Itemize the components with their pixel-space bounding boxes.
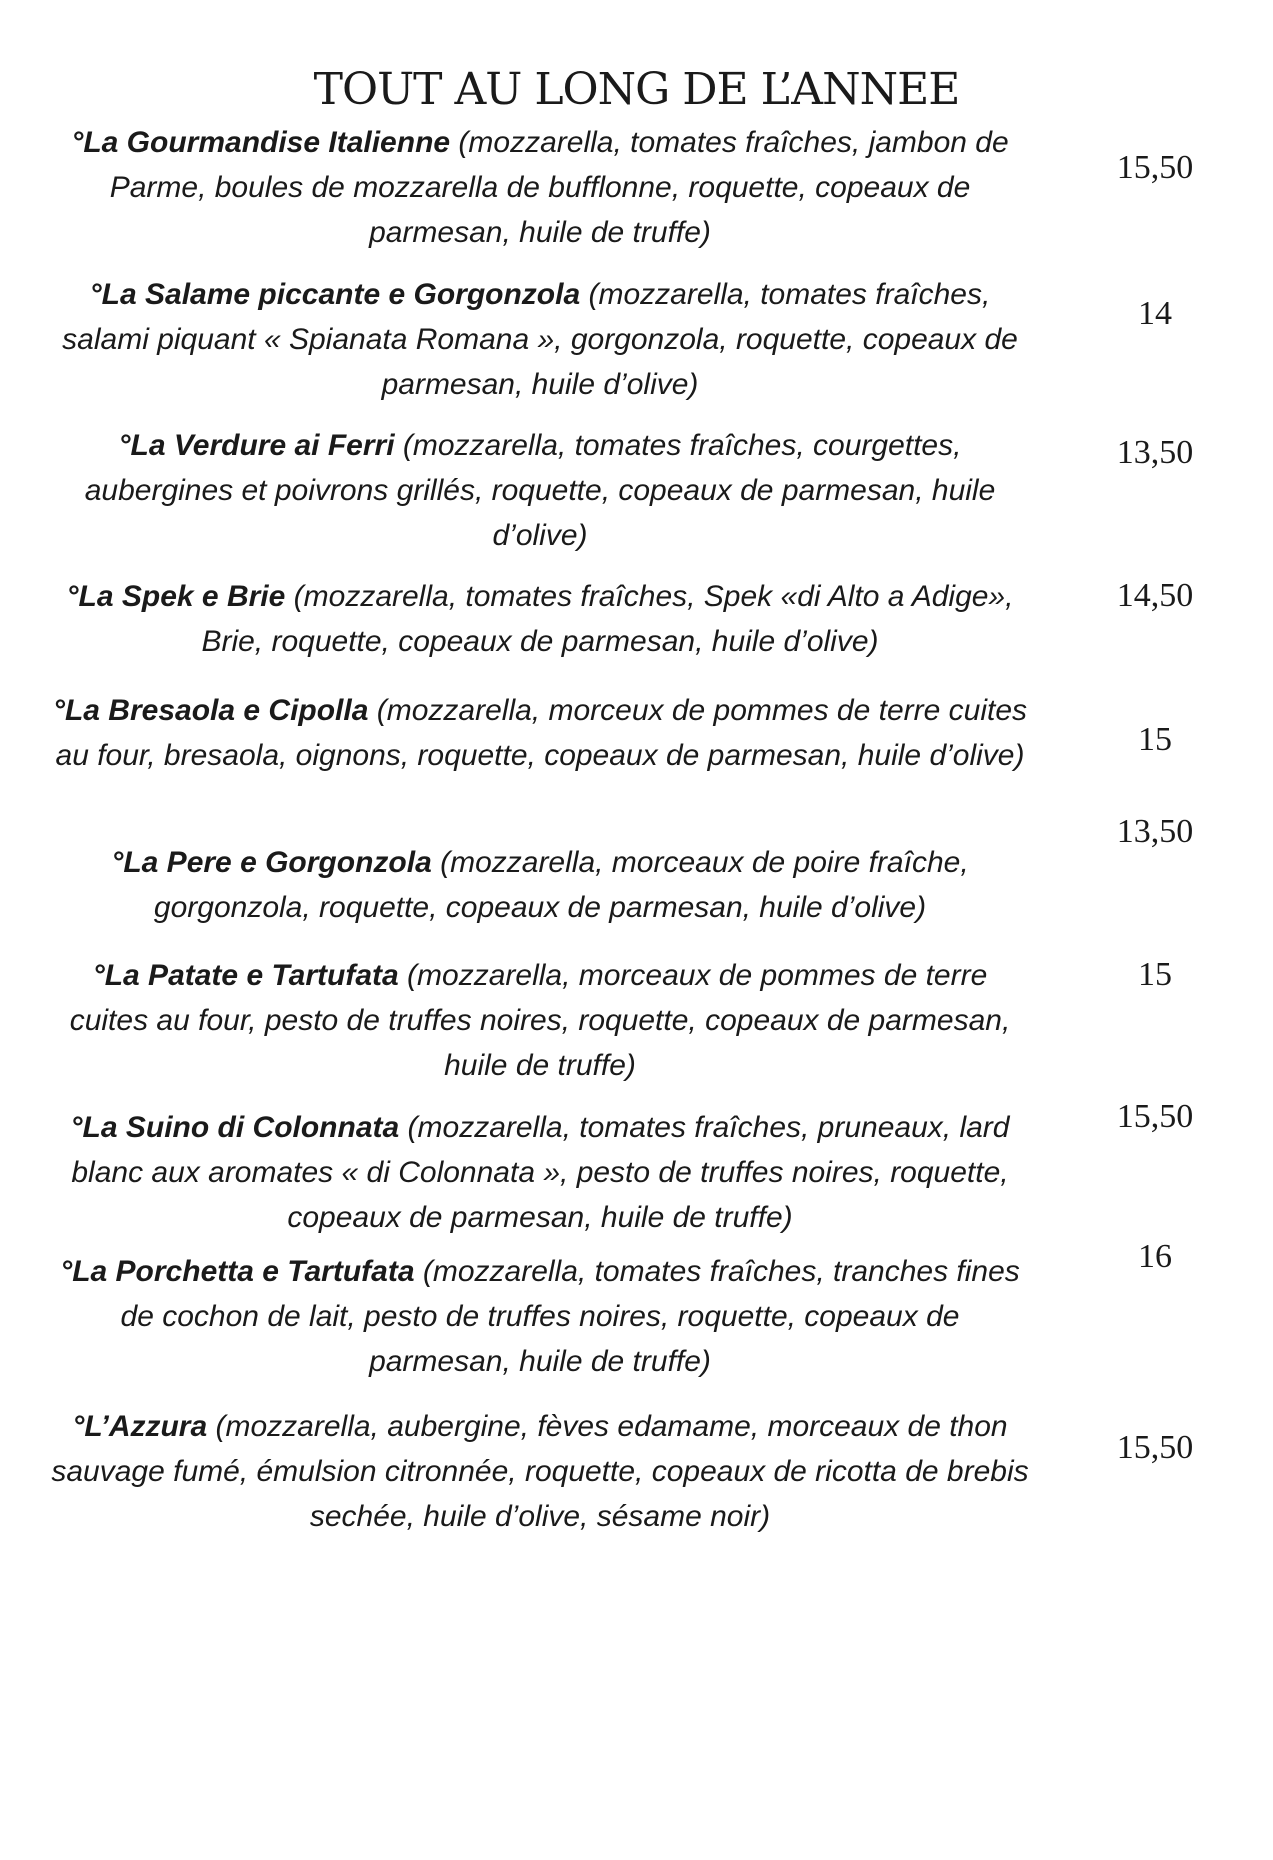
- menu-item-price: 15,50: [1116, 1098, 1194, 1135]
- menu-item-text: [50, 953, 1030, 1088]
- menu-item-description: (mozzarella, tomates fraîches, Spek «di Alto a Adige», Brie, roquette, copeaux de parmesan, huile d’olive): [201, 580, 1014, 658]
- menu-item-text: [50, 1249, 1030, 1384]
- menu-item-text: [50, 272, 1030, 407]
- page-title: TOUT AU LONG DE L’ANNEE: [313, 64, 960, 115]
- menu-item-name: °La Porchetta e Tartufata: [60, 1255, 415, 1288]
- menu-item: [50, 272, 1030, 407]
- menu-item: [50, 688, 1030, 778]
- menu-item-text: [50, 840, 1030, 930]
- menu-item-description: (mozzarella, aubergine, fèves edamame, morceaux de thon sauvage fumé, émulsion citronnée, roquette, copeaux de ricotta de brebis sechée, huile d’olive, sésame noir): [51, 1410, 1029, 1533]
- menu-item-text: [50, 688, 1030, 778]
- menu-item-description: (mozzarella, morceaux de pommes de terre cuites au four, pesto de truffes noires, roquette, copeaux de parmesan, huile de truffe): [69, 959, 1011, 1082]
- menu-item-name: °La Spek e Brie: [66, 580, 286, 613]
- menu-item-text: [50, 1404, 1030, 1539]
- menu-item-description: (mozzarella, tomates fraîches, tranches fines de cochon de lait, pesto de truffes noires, roquette, copeaux de parmesan, huile de truffe): [120, 1255, 1020, 1378]
- menu-item: [50, 840, 1030, 930]
- menu-item-description: (mozzarella, morceux de pommes de terre cuites au four, bresaola, oignons, roquette, copeaux de parmesan, huile d’olive): [55, 694, 1028, 772]
- menu-item: [50, 423, 1030, 558]
- menu-item-price: 13,50: [1116, 813, 1194, 850]
- menu-item: [50, 1404, 1030, 1539]
- menu-item: [50, 120, 1030, 255]
- menu-item-name: °La Salame piccante e Gorgonzola: [89, 278, 581, 311]
- menu-item-price: 14: [1138, 295, 1172, 332]
- menu-item-description: (mozzarella, tomates fraîches, pruneaux, lard blanc aux aromates « di Colonnata », pesto de truffes noires, roquette, copeaux de parmesan, huile de truffe): [71, 1111, 1010, 1234]
- menu-item-description: (mozzarella, morceaux de poire fraîche, gorgonzola, roquette, copeaux de parmesan, huile d’olive): [153, 846, 969, 924]
- menu-item-text: [50, 1105, 1030, 1240]
- menu-item-price: 15: [1138, 721, 1172, 758]
- menu-item-price: 15,50: [1116, 1429, 1194, 1466]
- menu-item-price: 14,50: [1116, 577, 1194, 614]
- menu-item-name: °La Verdure ai Ferri: [118, 429, 395, 462]
- menu-item-text: [50, 574, 1030, 664]
- menu-item-name: °La Bresaola e Cipolla: [52, 694, 369, 727]
- menu-item-description: (mozzarella, tomates fraîches, courgettes, aubergines et poivrons grillés, roquette, copeaux de parmesan, huile d’olive): [84, 429, 996, 552]
- menu-item-price: 15,50: [1116, 149, 1194, 186]
- menu-item-text: [50, 120, 1030, 255]
- menu-item-text: [50, 423, 1030, 558]
- menu-item-name: °La Pere e Gorgonzola: [111, 846, 432, 879]
- menu-item: [50, 1249, 1030, 1384]
- menu-item-description: (mozzarella, tomates fraîches, salami piquant « Spianata Romana », gorgonzola, roquette, copeaux de parmesan, huile d’olive): [62, 278, 1018, 401]
- menu-item: [50, 574, 1030, 664]
- menu-item-price: 13,50: [1116, 434, 1194, 471]
- menu-item: [50, 1105, 1030, 1240]
- menu-item-name: °L’Azzura: [72, 1410, 208, 1443]
- menu-item-description: (mozzarella, tomates fraîches, jambon de Parme, boules de mozzarella de bufflonne, roquette, copeaux de parmesan, huile de truffe): [109, 126, 1009, 249]
- menu-item: [50, 953, 1030, 1088]
- menu-item-name: °La Gourmandise Italienne: [71, 126, 451, 159]
- menu-item-price: 15: [1138, 956, 1172, 993]
- menu-item-name: °La Patate e Tartufata: [92, 959, 399, 992]
- menu-item-price: 16: [1138, 1238, 1172, 1275]
- menu-item-name: °La Suino di Colonnata: [70, 1111, 400, 1144]
